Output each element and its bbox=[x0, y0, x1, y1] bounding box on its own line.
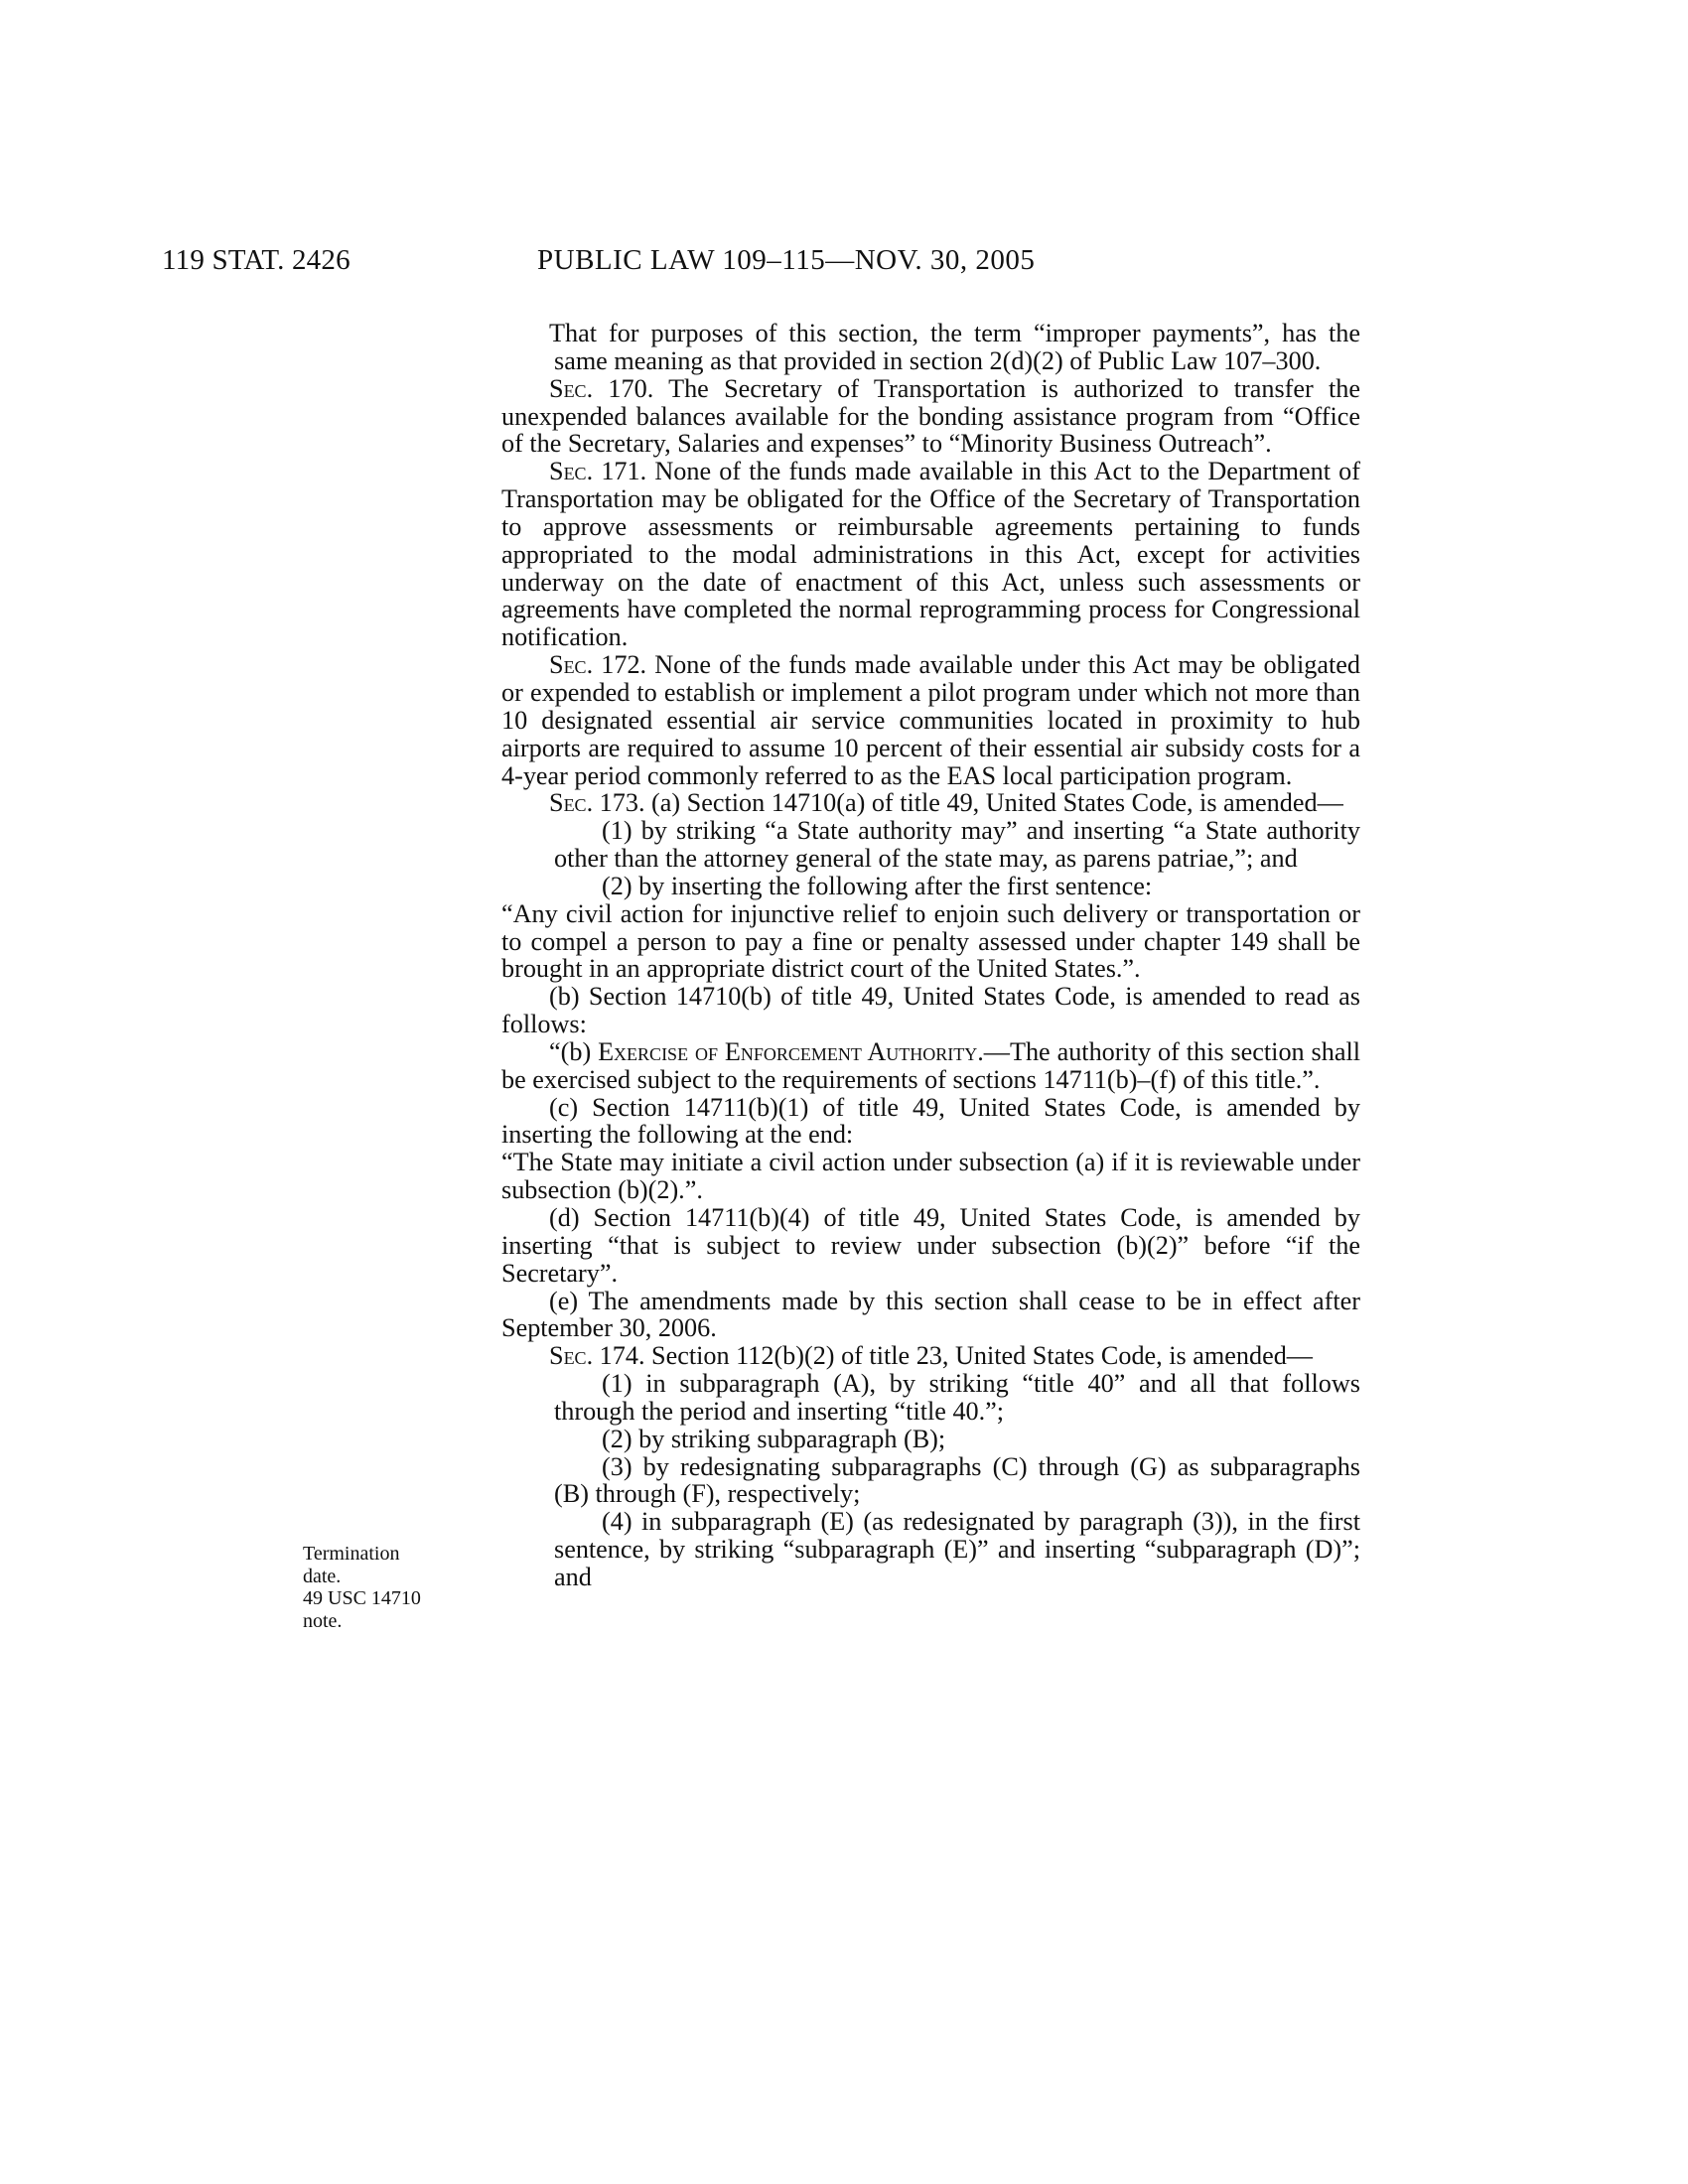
section-170 bbox=[501, 375, 1360, 459]
section-label: Sec. bbox=[549, 373, 594, 403]
section-174-item-1: (1) in subparagraph (A), by striking “title 40” and all that follows through the period and inserting “title 40.”; bbox=[554, 1369, 1360, 1426]
margin-note-line: note. bbox=[303, 1609, 343, 1632]
section-text: 174. Section 112(b)(2) of title 23, United States Code, is amended— bbox=[593, 1341, 1313, 1371]
subsection-heading: Exercise of Enforcement Authority bbox=[598, 1036, 978, 1066]
section-174-item-3: (3) by redesignating subparagraphs (C) through (G) as subparagraphs (B) through (F), respectively; bbox=[554, 1451, 1360, 1509]
margin-note-line: date. bbox=[303, 1565, 342, 1587]
margin-note bbox=[303, 1543, 452, 1632]
section-text: 172. None of the funds made available under this Act may be obligated or expended to establish or implement a pilot program under which not more than 10 designated essential air service communities located in proximity to hub airports are required to assume 10 percent of their essential air subsidy costs for a 4-year period commonly referred to as the EAS local participation program. bbox=[501, 650, 1360, 790]
public-law-title: PUBLIC LAW 109–115—NOV. 30, 2005 bbox=[537, 244, 1036, 276]
section-171 bbox=[501, 458, 1360, 651]
section-text: 171. None of the funds made available in this Act to the Department of Transportation may be obligated for the Office of the Secretary of Transportation to approve assessments or reimbursable agreements pertaining to funds appropriated to the modal administrations in this Act, except for activities underway on the date of enactment of this Act, unless such assessments or agreements have completed the normal reprogramming process for Congressional notification. bbox=[501, 457, 1360, 652]
statute-body bbox=[501, 320, 1360, 1591]
section-label: Sec. bbox=[549, 1341, 594, 1371]
section-label: Sec. bbox=[549, 788, 594, 818]
subsection-e: (e) The amendments made by this section shall cease to be in effect after September 30, 2006. bbox=[501, 1286, 1360, 1343]
quoted-state-sentence: “The State may initiate a civil action under subsection (a) if it is reviewable under subsection (b)(2).”. bbox=[501, 1148, 1360, 1205]
margin-note-line: 49 USC 14710 bbox=[303, 1587, 421, 1609]
quoted-sentence: “Any civil action for injunctive relief to enjoin such delivery or transportation or to compel a person to pay a fine or penalty assessed under chapter 149 shall be brought in an appropriate district court of the United States.”. bbox=[501, 898, 1360, 984]
continued-paragraph: That for purposes of this section, the term “improper payments”, has the same meaning as that provided in section 2(d)(2) of Public Law 107–300. bbox=[549, 319, 1360, 375]
section-172 bbox=[501, 651, 1360, 789]
subsection-b-text bbox=[501, 1038, 1360, 1094]
section-174 bbox=[501, 1342, 1360, 1370]
section-label: Sec. bbox=[549, 650, 594, 680]
section-173 bbox=[501, 789, 1360, 817]
margin-note-line: Termination bbox=[303, 1543, 400, 1565]
running-header bbox=[0, 244, 1688, 284]
subsection-c: (c) Section 14711(b)(1) of title 49, United States Code, is amended by inserting the following at the end: bbox=[501, 1092, 1360, 1150]
subsection-body: .—The authority of this section shall be exercised subject to the requirements of sections 14711(b)–(f) of this title.”. bbox=[501, 1036, 1360, 1094]
section-text: 173. (a) Section 14710(a) of title 49, United States Code, is amended— bbox=[593, 788, 1343, 818]
subsection-b: (b) Section 14710(b) of title 49, United States Code, is amended to read as follows: bbox=[501, 982, 1360, 1039]
section-label: Sec. bbox=[549, 457, 594, 486]
subsection-d: (d) Section 14711(b)(4) of title 49, United States Code, is amended by inserting “that is subject to review under subsection (b)(2)” before “if the Secretary”. bbox=[501, 1203, 1360, 1288]
section-174-item-2: (2) by striking subparagraph (B); bbox=[602, 1424, 946, 1453]
amendment-paragraph-1: (1) by striking “a State authority may” and inserting “a State authority other than the attorney general of the state may, as parens patriae,”; and bbox=[554, 816, 1360, 874]
section-text: 170. The Secretary of Transportation is authorized to transfer the unexpended balances available for the bonding assistance program from “Office of the Secretary, Salaries and expenses” to “Minority Business Outreach”. bbox=[501, 373, 1360, 459]
statute-page-number: 119 STAT. 2426 bbox=[162, 244, 351, 276]
amendment-paragraph-2: (2) by inserting the following after the first sentence: bbox=[602, 871, 1153, 900]
quote-open: “(b) bbox=[549, 1036, 599, 1066]
section-174-item-4: (4) in subparagraph (E) (as redesignated by paragraph (3)), in the first sentence, by striking “subparagraph (E)” and inserting “subparagraph (D)”; and bbox=[554, 1507, 1360, 1591]
